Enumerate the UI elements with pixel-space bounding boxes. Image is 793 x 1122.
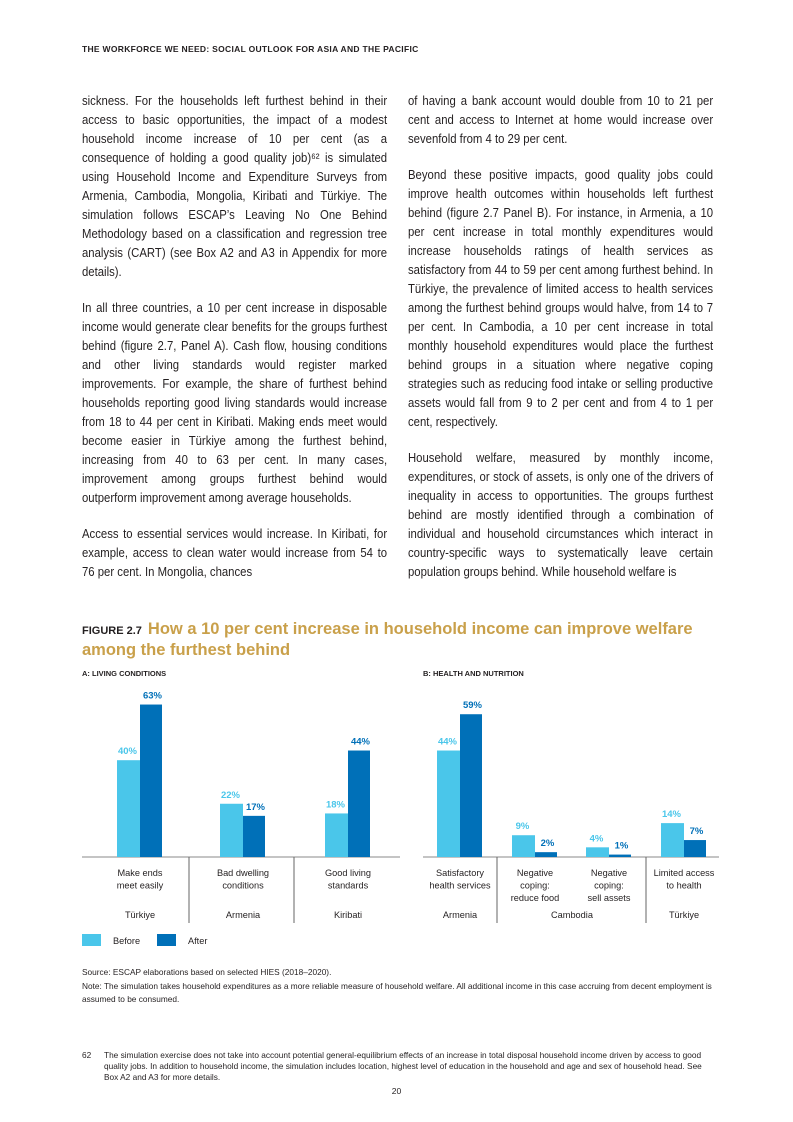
data-label-after: 44% [350, 736, 371, 748]
paragraph: of having a bank account would double from 10 to 21 per cent and access to Internet at home would increase over sevenfold from 4 to 29 per cent. [408, 94, 714, 146]
legend-swatch-before [82, 934, 101, 946]
category-label: Make ends [117, 868, 163, 878]
figure-chart [0, 660, 793, 960]
category-label: reduce food [510, 893, 560, 903]
paragraph: Access to essential services would increase. In Kiribati, for example, access to clean water would increase from 54 to 76 per cent. In Mongolia, chances [82, 527, 388, 579]
category-label: Limited access [653, 868, 715, 878]
bar-after [348, 751, 370, 857]
paragraph: In all three countries, a 10 per cent increase in disposable income would generate clear benefits for the groups furthest behind (figure 2.7, Panel A). Cash flow, housing conditions and other living standards would register marked improvements. For example, the share of furthest behind households reporting good living standards would increase from 18 to 44 per cent in Kiribati. Making ends meet would become easier in Türkiye among the furthest behind, increasing from 40 to 63 per cent. In many cases, improvement among groups furthest behind would outperform improvement among average households. [82, 301, 388, 505]
data-label-after: 17% [245, 801, 266, 813]
category-label: sell assets [587, 893, 631, 903]
legend-swatch-after [157, 934, 176, 946]
bar-before [586, 847, 609, 857]
data-label-after: 1% [614, 840, 629, 852]
legend-label-after: After [188, 936, 208, 946]
category-label: Good living [325, 868, 371, 878]
country-label: Cambodia [551, 910, 593, 920]
figure-number: FIGURE 2.7 [82, 625, 142, 637]
right-column [408, 92, 713, 599]
footnote-text: The simulation exercise does not take into account potential general-equilibrium effects of an increase in total disposal household income driven by access to good quality jobs. In addition to household income, the simulation includes location, highest level of education in the household and age and sex of household head. See Box A2 and A3 for more details. [104, 1050, 702, 1082]
country-label: Armenia [442, 910, 478, 920]
data-label-before: 44% [437, 736, 458, 748]
category-label: coping: [594, 880, 624, 891]
bar-after [684, 840, 706, 857]
panel-title: B: HEALTH AND NUTRITION [423, 669, 524, 678]
data-label-after: 63% [142, 690, 163, 702]
figure-title [82, 620, 722, 660]
bar-after [535, 852, 557, 857]
bar-after [140, 705, 162, 857]
category-label: standards [327, 880, 369, 891]
bar-before [220, 804, 243, 857]
panel-title: A: LIVING CONDITIONS [82, 669, 167, 678]
category-label: Negative [590, 868, 628, 878]
footnote [82, 1050, 712, 1083]
category-label: conditions [222, 880, 264, 891]
data-label-after: 59% [462, 700, 483, 712]
bar-before [437, 751, 460, 857]
data-label-before: 40% [117, 746, 138, 758]
category-label: Bad dwelling [216, 868, 270, 878]
legend-label-before: Before [113, 936, 141, 946]
data-label-after: 7% [689, 826, 704, 838]
country-label: Türkiye [668, 910, 700, 920]
data-label-before: 4% [589, 833, 604, 845]
data-label-before: 18% [325, 799, 346, 811]
data-label-after: 2% [540, 838, 555, 850]
data-label-before: 14% [661, 809, 682, 821]
category-label: Negative [516, 868, 554, 878]
note-text: Note: The simulation takes household expenditures as a more reliable measure of household welfare. All additional income in this case accruing from decent employment is assumed to be consumed. [82, 980, 712, 1004]
paragraph: Household welfare, measured by monthly income, expenditures, or stock of assets, is only one of the drivers of inequality in access to opportunities. The groups furthest behind are mostly identified through a combination of individual and household circumstances which interact in country-specific ways to systematically leave certain population groups behind. While household welfare is [408, 451, 714, 579]
page-number: 20 [391, 1086, 402, 1096]
bar-after [243, 816, 265, 857]
country-label: Türkiye [124, 910, 156, 920]
category-label: coping: [520, 880, 550, 891]
bar-after [609, 855, 631, 857]
category-label: meet easily [116, 880, 164, 891]
figure-caption: How a 10 per cent increase in household income can improve welfare among the furthest behind [82, 620, 693, 659]
running-header: THE WORKFORCE WE NEED: SOCIAL OUTLOOK FOR ASIA AND THE PACIFIC [82, 44, 419, 54]
country-label: Kiribati [333, 910, 363, 920]
data-label-before: 9% [515, 821, 530, 833]
bar-before [325, 813, 348, 857]
paragraph: Beyond these positive impacts, good quality jobs could improve health outcomes within households left furthest behind (figure 2.7 Panel B). For instance, in Armenia, a 10 per cent increase in total monthly expenditures would increase households ratings of health services as satisfactory from 44 to 59 per cent among furthest behind. In Türkiye, the prevalence of limited access to health services among the furthest behind groups would halve, from 14 to 7 per cent. In Cambodia, a 10 per cent increase in total monthly household expenditures would place the furthest behind groups in a situation where negative coping strategies such as reducing food intake or selling productive assets would fall from 9 to 2 per cent and from 4 to 1 per cent, respectively. [408, 168, 714, 429]
category-label: Satisfactory [436, 868, 484, 878]
bar-before [661, 823, 684, 857]
bar-before [512, 835, 535, 857]
bar-before [117, 760, 140, 857]
footnote-number: 62 [82, 1050, 92, 1060]
bar-after [460, 714, 482, 857]
data-label-before: 22% [220, 789, 241, 801]
paragraph: sickness. For the households left furthest behind in their access to basic opportunities, the impact of a modest household income increase of 10 per cent (as a consequence of holding a good quality job)⁶² is simulated using Household Income and Expenditure Surveys from Armenia, Cambodia, Mongolia, Kiribati and Türkiye. The simulation follows ESCAP’s Leaving No One Behind Methodology based on a classification and regression tree analysis (CART) (see Box A2 and A3 in Appendix for more details). [82, 94, 388, 279]
category-label: health services [429, 880, 491, 891]
source-note: Source: ESCAP elaborations based on selected HIES (2018–2020). [82, 967, 332, 977]
figure-notes [82, 966, 712, 1007]
left-column [82, 92, 387, 599]
category-label: to health [666, 880, 702, 891]
country-label: Armenia [225, 910, 261, 920]
